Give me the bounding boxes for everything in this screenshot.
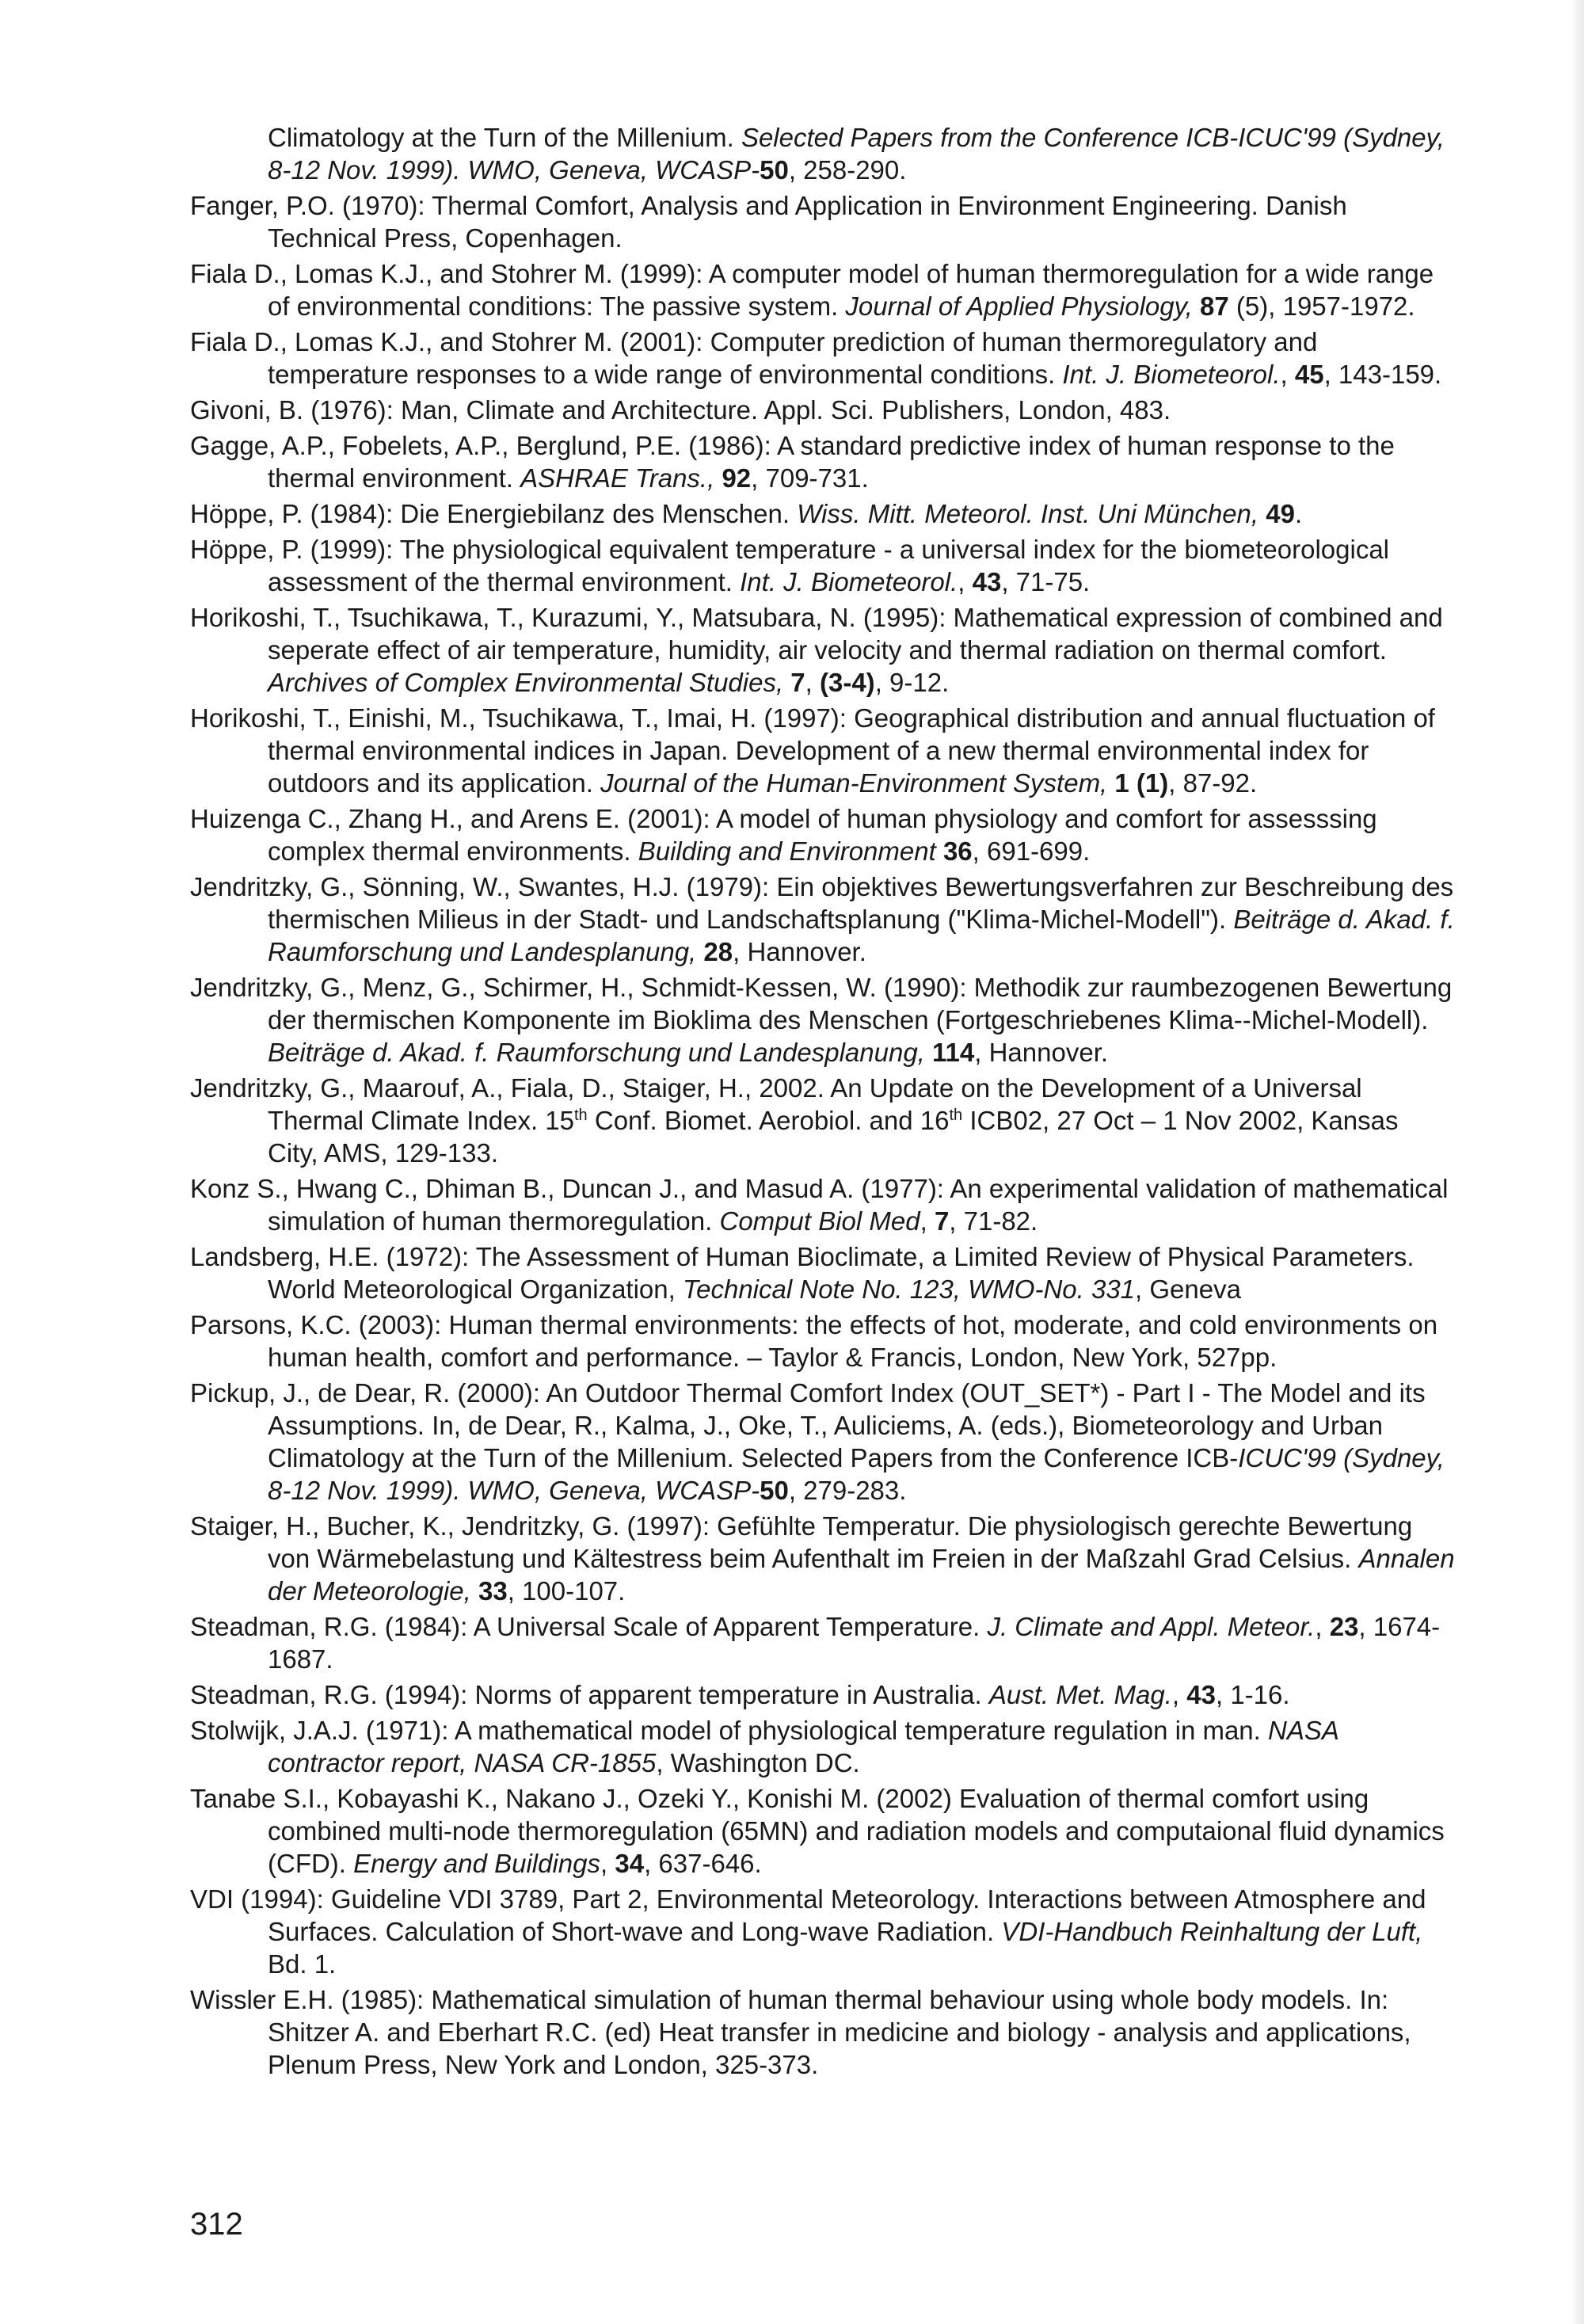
text: ICB02, 27 Oct – 1 Nov 2002, Kansas City, AMS, 129-133. (268, 1106, 1399, 1168)
reference-entry (190, 257, 1456, 322)
text: Stolwijk, J.A.J. (1971): A mathematical model of physiological temperature regulation in man. (190, 1716, 1268, 1745)
italic-text: Technical Note No. 123, WMO-No. 331 (682, 1274, 1136, 1304)
text: Parsons, K.C. (2003): Human thermal environments: the effects of hot, moderate, and cold environments on human health, comfort and performance. – Taylor & Francis, London, New York, 527pp. (190, 1310, 1438, 1372)
text: Bd. 1. (268, 1949, 337, 1979)
bold-text: 45 (1294, 360, 1324, 389)
italic-text: Archives of Complex Environmental Studies, (268, 668, 784, 697)
italic-text: ASHRAE Trans., (520, 463, 715, 493)
reference-entry (190, 394, 1456, 426)
italic-text: Beiträge d. Akad. f. Raumforschung und Landesplanung, (268, 1038, 925, 1067)
text: , 71-75. (1001, 567, 1091, 596)
text: Wissler E.H. (1985): Mathematical simulation of human thermal behaviour using whole body models. In: Shitzer A. and Eberhart R.C. (ed) Heat transfer in medicine and biology - analysis and applications, Plenum Press, New York and London, 325-373. (190, 1985, 1411, 2079)
bold-text: 7 (790, 668, 805, 697)
bold-text: 87 (1200, 291, 1229, 321)
italic-text: Beiträge d. Akad. f. Raumforschung und Landesplanung, (268, 905, 1455, 966)
scan-edge-shadow (1570, 0, 1584, 2324)
reference-entry (190, 1883, 1456, 1980)
text: Tanabe S.I., Kobayashi K., Nakano J., Ozeki Y., Konishi M. (2002) Evaluation of thermal comfort using combined multi-node thermoregulation (65MN) and radiation models and computaional fluid dynamics (CFD). (190, 1784, 1445, 1878)
reference-entry (190, 189, 1456, 254)
text: Fanger, P.O. (1970): Thermal Comfort, Analysis and Application in Environment Engineering. Danish Technical Press, Copenhagen. (190, 191, 1347, 253)
text: , 1674-1687. (268, 1612, 1441, 1674)
bold-text: 1 (1) (1114, 768, 1169, 798)
reference-entry (190, 601, 1456, 699)
text: , Washington DC. (656, 1748, 860, 1777)
text: Steadman, R.G. (1984): A Universal Scale of Apparent Temperature. (190, 1612, 988, 1641)
reference-entry (190, 1172, 1456, 1237)
text: Givoni, B. (1976): Man, Climate and Architecture. Appl. Sci. Publishers, London, 483. (190, 395, 1171, 425)
text (471, 1576, 478, 1606)
reference-entry (190, 497, 1456, 530)
bold-text: 28 (703, 937, 733, 966)
text: Konz S., Hwang C., Dhiman B., Duncan J., and Masud A. (1977): An experimental validation of mathematical simulation of human thermoregulation. (190, 1174, 1449, 1236)
reference-entry (190, 1610, 1456, 1675)
reference-entry (190, 429, 1456, 494)
text: VDI (1994): Guideline VDI 3789, Part 2, Environmental Meteorology. Interactions between Atmosphere and Surfaces. Calculation of Short-wave and Long-wave Radiation. (190, 1884, 1426, 1946)
italic-text: Journal of Applied Physiology, (845, 291, 1193, 321)
reference-entry (190, 702, 1456, 799)
reference-entry (190, 1072, 1456, 1169)
text (925, 1038, 932, 1067)
text: , 691-699. (972, 836, 1091, 866)
text: , (1280, 360, 1295, 389)
text: , (805, 668, 820, 697)
text: , 100-107. (507, 1576, 626, 1606)
text (783, 668, 790, 697)
text: Pickup, J., de Dear, R. (2000): An Outdoor Thermal Comfort Index (OUT_SET*) - Part I - The Model and its Assumptions. In, de Dear, R., Kalma, J., Oke, T., Auliciems, A. (eds.), Biometeorology and Urban Climatology at the Turn of the Millenium. Selected Papers from the Conference ICB- (190, 1378, 1426, 1473)
reference-entry (190, 1983, 1456, 2081)
reference-continuation (190, 121, 1456, 186)
italic-text: Selected Papers from the Conference ICB-ICUC'99 (Sydney, 8-12 Nov. 1999). WMO, Geneva, WCASP- (268, 123, 1445, 185)
italic-text: Journal of the Human-Environment System, (600, 768, 1108, 798)
text: . (1294, 499, 1303, 528)
reference-entry (190, 1309, 1456, 1373)
italic-text: NASA contractor report, NASA CR-1855 (268, 1716, 1338, 1777)
bold-text: 114 (932, 1038, 975, 1067)
italic-text: Wiss. Mitt. Meteorol. Inst. Uni München, (797, 499, 1259, 528)
text (936, 836, 943, 866)
bold-text: 50 (760, 155, 789, 185)
reference-entry (190, 971, 1456, 1069)
text: Fiala D., Lomas K.J., and Stohrer M. (1999): A computer model of human thermoregulation for a wide range of environmental conditions: The passive system. (190, 259, 1434, 321)
bold-text: 50 (760, 1476, 789, 1505)
reference-entry (190, 1782, 1456, 1880)
text: , Geneva (1135, 1274, 1241, 1304)
bold-text: 43 (972, 567, 1002, 596)
text: , (958, 567, 973, 596)
italic-text: Energy and Buildings (353, 1849, 601, 1878)
text: Steadman, R.G. (1994): Norms of apparent temperature in Australia. (190, 1680, 989, 1709)
reference-entry (190, 326, 1456, 391)
italic-text: Aust. Met. Mag. (988, 1680, 1172, 1709)
reference-entry (190, 533, 1456, 598)
text: Horikoshi, T., Tsuchikawa, T., Kurazumi, Y., Matsubara, N. (1995): Mathematical expression of combined and seperate effect of air temperature, humidity, air velocity and thermal radiation on thermal comfort. (190, 603, 1443, 665)
bold-text: 36 (942, 836, 973, 866)
text: Climatology at the Turn of the Millenium. (268, 123, 741, 152)
text: , (920, 1206, 935, 1236)
text: Jendritzky, G., Menz, G., Schirmer, H., Schmidt-Kessen, W. (1990): Methodik zur raumbezogenen Bewertung der thermischen Komponente im Bioklima des Menschen (Fortgeschriebenes Klima--Michel-Modell). (190, 973, 1453, 1034)
text: Conf. Biomet. Aerobiol. and 16 (587, 1106, 950, 1135)
text: , Hannover. (733, 937, 866, 966)
text: , 709-731. (751, 463, 869, 493)
italic-text: J. Climate and Appl. Meteor. (987, 1612, 1316, 1641)
text: (5), 1957-1972. (1228, 291, 1415, 321)
reference-entry (190, 1240, 1456, 1305)
text: , (1171, 1680, 1187, 1709)
reference-entry (190, 1377, 1456, 1507)
bold-text: 43 (1186, 1680, 1216, 1709)
bold-text: 92 (722, 463, 752, 493)
italic-text: Annalen der Meteorologie, (268, 1544, 1455, 1606)
text: , 258-290. (788, 155, 907, 185)
text: Fiala D., Lomas K.J., and Stohrer M. (2001): Computer prediction of human thermoregulatory and temperature responses to a wide range of environmental conditions. (190, 327, 1318, 389)
italic-text: Comput Biol Med (719, 1206, 920, 1236)
italic-text: ICUC'99 (Sydney, 8-12 Nov. 1999). WMO, Geneva, WCASP- (268, 1443, 1445, 1505)
text: Gagge, A.P., Fobelets, A.P., Berglund, P.E. (1986): A standard predictive index of human response to the thermal environment. (190, 431, 1395, 493)
text: Höppe, P. (1984): Die Energiebilanz des Menschen. (190, 499, 798, 528)
text (1258, 499, 1266, 528)
bold-text: 34 (615, 1849, 645, 1878)
reference-entry (190, 802, 1456, 867)
text: Huizenga C., Zhang H., and Arens E. (2001): A model of human physiology and comfort for assesssing complex thermal environments. (190, 804, 1377, 866)
superscript: th (574, 1107, 588, 1124)
italic-text: Int. J. Biometeorol. (1062, 360, 1281, 389)
text: Jendritzky, G., Maarouf, A., Fiala, D., Staiger, H., 2002. An Update on the Development of a Universal Thermal Climate Index. 15 (190, 1073, 1362, 1135)
text: , 279-283. (788, 1476, 907, 1505)
page-number: 312 (190, 2207, 243, 2242)
reference-entry (190, 1714, 1456, 1779)
text: , 1-16. (1215, 1680, 1290, 1709)
text: Staiger, H., Bucher, K., Jendritzky, G. (1997): Gefühlte Temperatur. Die physiologisch gerechte Bewertung von Wärmebelastung und Kältestress beim Aufenthalt im Freien in der Maßzahl Grad Celsius. (190, 1511, 1413, 1573)
reference-entry (190, 1510, 1456, 1607)
bold-text: 7 (934, 1206, 950, 1236)
reference-list (190, 121, 1456, 2081)
text: , 87-92. (1168, 768, 1258, 798)
reference-entry (190, 1678, 1456, 1711)
text (1193, 291, 1200, 321)
text: , 143-159. (1323, 360, 1442, 389)
text: Höppe, P. (1999): The physiological equivalent temperature - a universal index for the biometeorological assessment of the thermal environment. (190, 535, 1390, 596)
reference-entry (190, 871, 1456, 968)
text: Landsberg, H.E. (1972): The Assessment of Human Bioclimate, a Limited Review of Physical Parameters. World Meteorological Organization, (190, 1242, 1415, 1304)
bold-text: 23 (1329, 1612, 1359, 1641)
text: , Hannover. (974, 1038, 1109, 1067)
italic-text: Building and Environment (638, 836, 936, 866)
superscript: th (949, 1107, 963, 1124)
text: , 9-12. (874, 668, 950, 697)
bold-text: 33 (478, 1576, 508, 1606)
italic-text: Int. J. Biometeorol. (740, 567, 958, 596)
text: , 71-82. (949, 1206, 1038, 1236)
text: Horikoshi, T., Einishi, M., Tsuchikawa, T., Imai, H. (1997): Geographical distribution and annual fluctuation of thermal environmental indices in Japan. Development of a new thermal environmental index for outdoors and its application. (190, 703, 1435, 798)
text: , (1315, 1612, 1330, 1641)
bold-text: (3-4) (820, 668, 875, 697)
text: , (600, 1849, 615, 1878)
text: , 637-646. (644, 1849, 762, 1878)
bold-text: 49 (1266, 499, 1295, 528)
italic-text: VDI-Handbuch Reinhaltung der Luft, (1001, 1917, 1423, 1946)
text: Jendritzky, G., Sönning, W., Swantes, H.J. (1979): Ein objektives Bewertungsverfahren zur Beschreibung des thermischen Milieus in der Stadt- und Landschaftsplanung ("Klima-Michel-Modell"). (190, 872, 1454, 934)
